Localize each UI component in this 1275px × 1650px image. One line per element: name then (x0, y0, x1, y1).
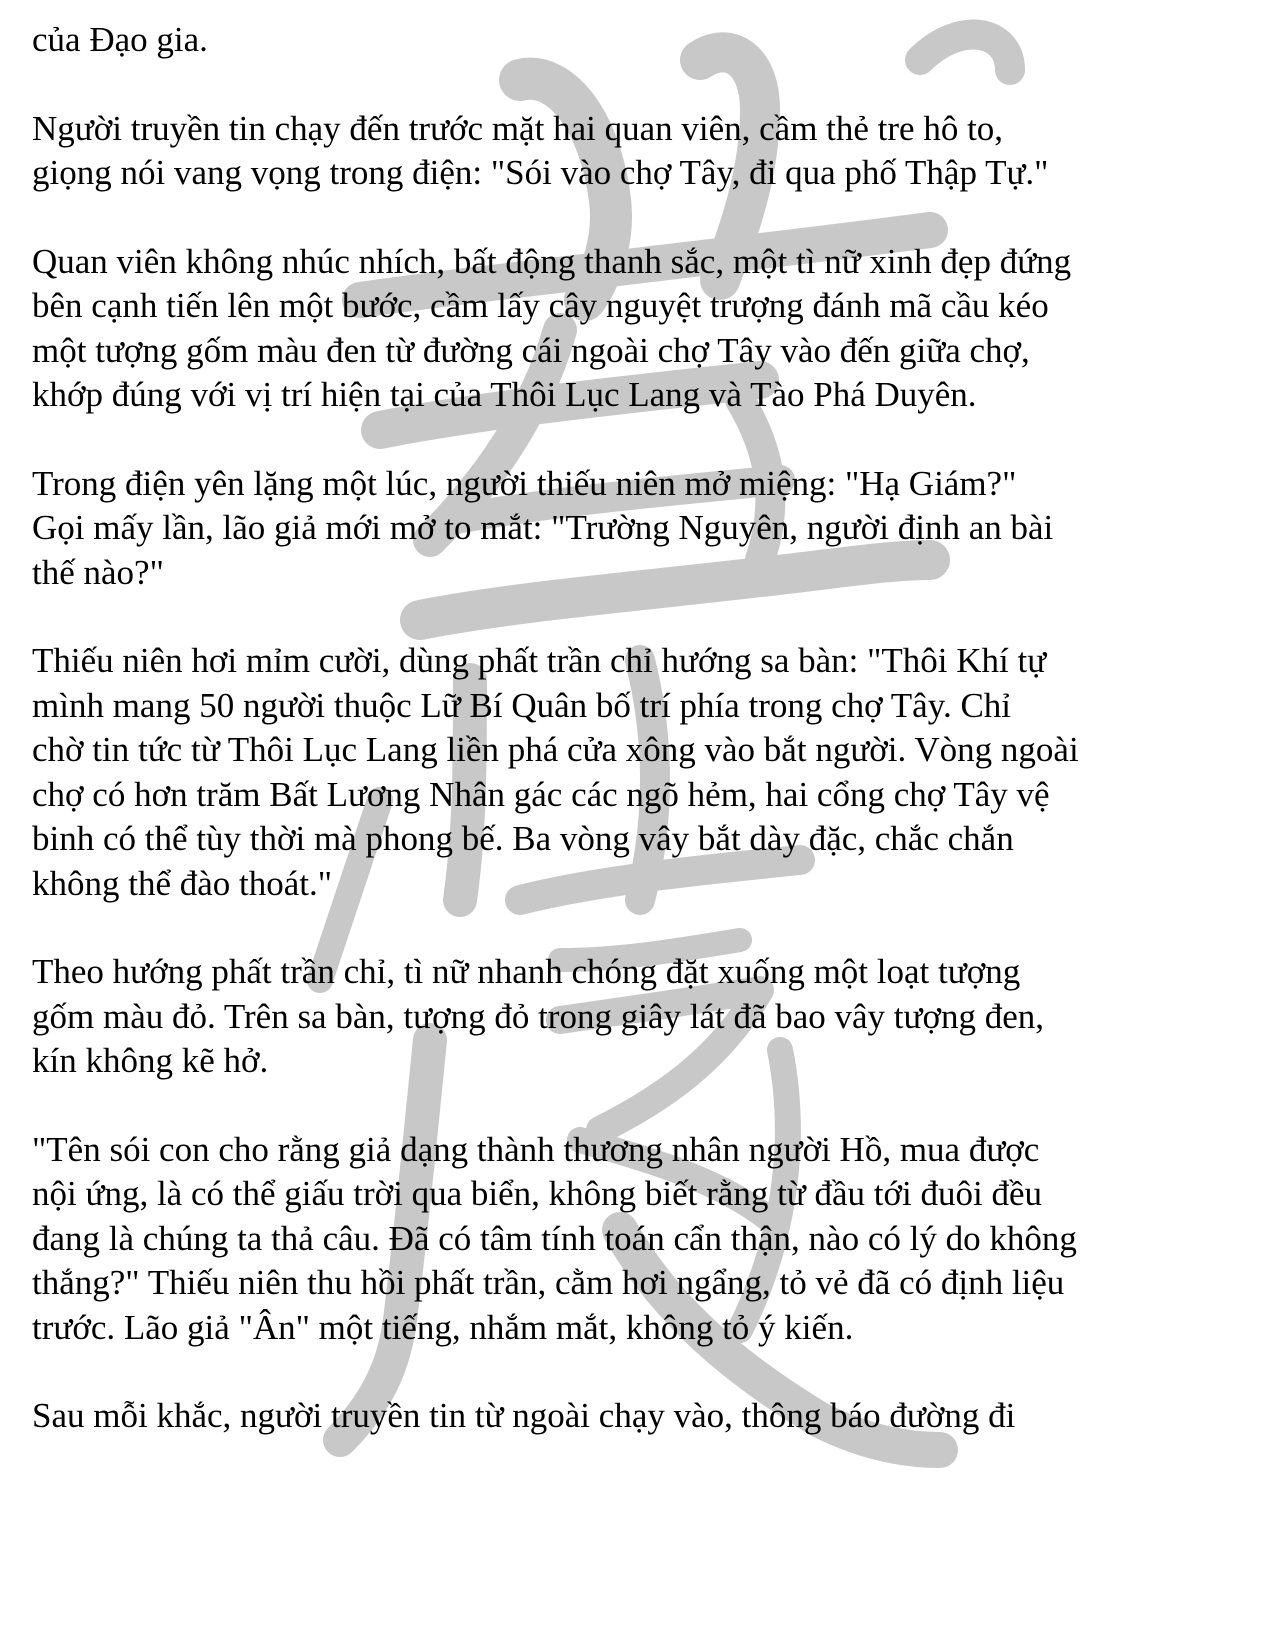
paragraph: Thiếu niên hơi mỉm cười, dùng phất trần chỉ hướng sa bàn: "Thôi Khí tự mình mang 50 người thuộc Lữ Bí Quân bố trí phía trong chợ Tây. Chỉ chờ tin tức từ Thôi Lục Lang liền phá cửa xông vào bắt người. Vòng ngoài chợ có hơn trăm Bất Lương Nhân gác các ngõ hẻm, hai cổng chợ Tây vệ binh có thể tùy thời mà phong bế. Ba vòng vây bắt dày đặc, chắc chắn không thể đào thoát." (32, 641, 1079, 903)
paragraph: Người truyền tin chạy đến trước mặt hai quan viên, cầm thẻ tre hô to, giọng nói vang vọng trong điện: "Sói vào chợ Tây, đi qua phố Thập Tự." (32, 108, 1049, 192)
paragraph: của Đạo gia. (32, 20, 208, 59)
document-body (32, 18, 1192, 1483)
paragraph: Theo hướng phất trần chỉ, tì nữ nhanh chóng đặt xuống một loạt tượng gốm màu đỏ. Trên sa bàn, tượng đỏ trong giây lát đã bao vây tượng đen, kín không kẽ hở. (32, 952, 1045, 1080)
paragraph: Trong điện yên lặng một lúc, người thiếu niên mở miệng: "Hạ Giám?" Gọi mấy lần, lão giả mới mở to mắt: "Trường Nguyên, người định an bài thế nào?" (32, 463, 1054, 592)
paragraph: Quan viên không nhúc nhích, bất động thanh sắc, một tì nữ xinh đẹp đứng bên cạnh tiến lên một bước, cầm lấy cây nguyệt trượng đánh mã cầu kéo một tượng gốm màu đen từ đường cái ngoài chợ Tây vào đến giữa chợ, khớp đúng với vị trí hiện tại của Thôi Lục Lang và Tào Phá Duyên. (32, 241, 1072, 414)
paragraph: "Tên sói con cho rằng giả dạng thành thương nhân người Hồ, mua được nội ứng, là có thể giấu trời qua biển, không biết rằng từ đầu tới đuôi đều đang là chúng ta thả câu. Đã có tâm tính toán cẩn thận, nào có lý do không thắng?" Thiếu niên thu hồi phất trần, cằm hơi ngẩng, tỏ vẻ đã có định liệu trước. Lão giả "Ân" một tiếng, nhắm mắt, không tỏ ý kiến. (32, 1129, 1077, 1347)
paragraph: Sau mỗi khắc, người truyền tin từ ngoài chạy vào, thông báo đường đi (32, 1396, 1016, 1435)
